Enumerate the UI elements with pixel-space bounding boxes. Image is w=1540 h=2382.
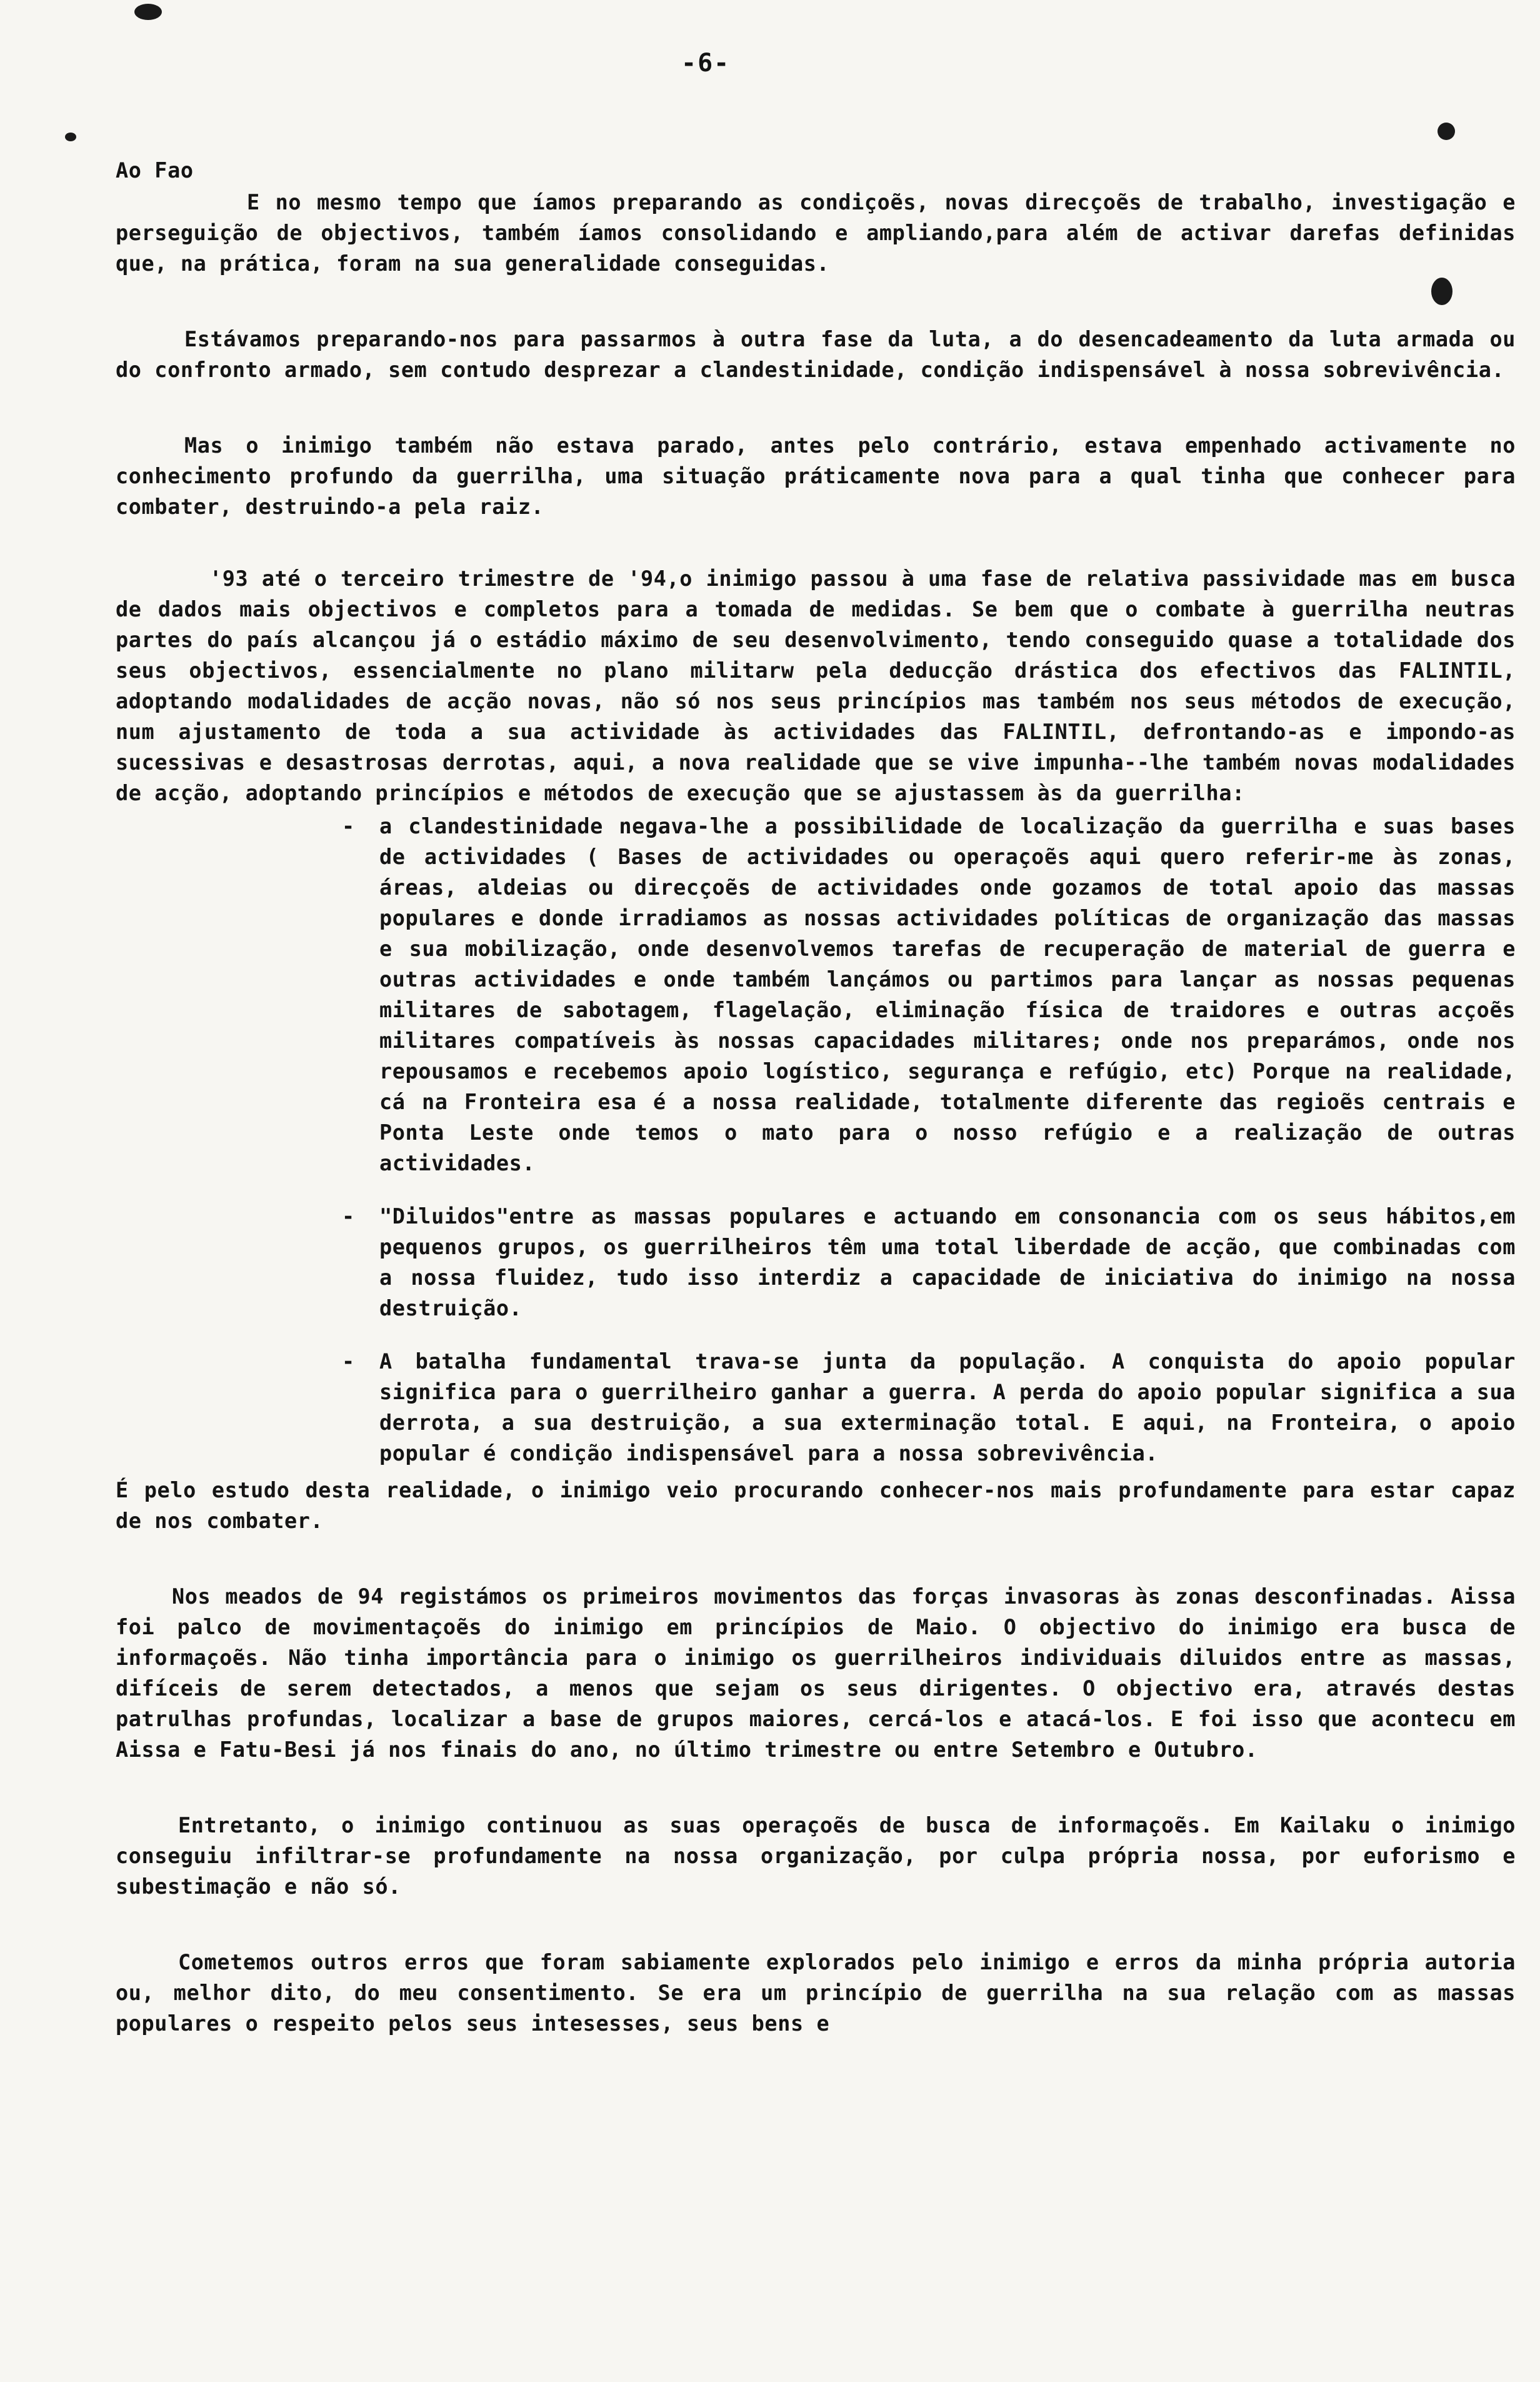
paragraph-2: Estávamos preparando-nos para passarmos à outra fase da luta, a do desencadeamento da luta armada ou do confronto armado, sem contudo desprezar a clandestinidade, condição indispensável à nossa sobrevivência. [116, 327, 1529, 382]
bullet-text: "Diluidos"entre as massas populares e actuando em consonancia com os seus hábitos,em pequenos grupos, os guerrilheiros têm uma total liberdade de acção, que combinadas com a nossa fluidez, tudo isso interdiz a capacidade de iniciativa do inimigo na nossa destruição. [379, 1204, 1516, 1320]
list-item [116, 1346, 1516, 1469]
list-item [116, 811, 1516, 1178]
list-item [116, 1201, 1516, 1324]
addressee-line: Ao Fao [116, 158, 194, 183]
letter-body [116, 155, 1529, 2039]
scan-speck [1438, 123, 1455, 140]
paragraph-8: Cometemos outros erros que foram sabiamente explorados pelo inimigo e erros da minha própria autoria ou, melhor dito, do meu consentimento. Se era um princípio de guerrilha na sua relação com as massas populares o respeito pelos seus intesesses, seus bens e [116, 1950, 1529, 2036]
bullet-dash: - [342, 814, 355, 838]
page-number: -6- [681, 49, 731, 78]
paragraph-4: '93 até o terceiro trimestre de '94,o inimigo passou à uma fase de relativa passividade mas em busca de dados mais objectivos e completos para a tomada de medidas. Se bem que o combate à guerrilha neutras partes do país alcançou já o estádio máximo de seu desenvolvimento, tendo conseguido quase a totalidade dos seus objectivos, essencialmente no plano militarw pela deducção drástica dos efectivos das FALINTIL, adoptando modalidades de acção novas, não só nos seus princípios mas também nos seus métodos de execução, num ajustamento de toda a sua actividade às actividades das FALINTIL, defrontando-as e impondo-as sucessivas e desastrosas derrotas, aqui, a nova realidade que se vive impunha--lhe também novas modalidades de acção, adoptando princípios e métodos de execução que se ajustassem às da guerrilha: [116, 566, 1529, 805]
paragraph-6: Nos meados de 94 registámos os primeiros movimentos das forças invasoras às zonas desconfinadas. Aissa foi palco de movimentaçoẽs do inimigo em princípios de Maio. O objectivo do inimigo era busca de informaçoẽs. Não tinha importância para o inimigo os guerrilheiros individuais diluidos entre as massas, difíceis de serem detectados, a menos que sejam os seus dirigentes. O objectivo era, através destas patrulhas profundas, localizar a base de grupos maiores, cercá-los e atacá-los. E foi isso que acontecu em Aissa e Fatu-Besi já nos finais do ano, no último trimestre ou entre Setembro e Outubro. [116, 1584, 1529, 1762]
paragraph-1: E no mesmo tempo que íamos preparando as condiçoẽs, novas direcçoẽs de trabalho, investigação e perseguição de objectivos, também íamos consolidando e ampliando,para além de activar darefas definidas que, na prática, foram na sua generalidade conseguidas. [116, 190, 1529, 276]
scan-speck [134, 4, 162, 20]
bullet-dash: - [342, 1204, 355, 1229]
paragraph-7: Entretanto, o inimigo continuou as suas operaçoẽs de busca de informaçoẽs. Em Kailaku o inimigo conseguiu infiltrar-se profundamente na nossa organização, por culpa própria nossa, por euforismo e subestimação e não só. [116, 1813, 1529, 1899]
paragraph-5: É pelo estudo desta realidade, o inimigo veio procurando conhecer-nos mais profundamente para estar capaz de nos combater. [116, 1478, 1529, 1533]
bullet-dash: - [342, 1349, 355, 1374]
paragraph-3: Mas o inimigo também não estava parado, antes pelo contrário, estava empenhado activamente no conhecimento profundo da guerrilha, uma situação práticamente nova para a qual tinha que conhecer para combater, destruindo-a pela raiz. [116, 433, 1529, 519]
scan-speck [65, 133, 76, 141]
bullet-text: A batalha fundamental trava-se junta da população. A conquista do apoio popular significa para o guerrilheiro ganhar a guerra. A perda do apoio popular significa a sua derrota, a sua destruição, a sua exterminação total. E aqui, na Fronteira, o apoio popular é condição indispensável para a nossa sobrevivência. [379, 1349, 1516, 1465]
bullet-text: a clandestinidade negava-lhe a possibilidade de localização da guerrilha e suas bases de actividades ( Bases de actividades ou operaçoẽs aqui quero referir-me às zonas, áreas, aldeias ou direcçoẽs de actividades onde gozamos de total apoio das massas populares e donde irradiamos as nossas actividades políticas de organização das massas e sua mobilização, onde desenvolvemos tarefas de recuperação de material de guerra e outras actividades e onde também lançámos ou partimos para lançar as nossas pequenas militares de sabotagem, flagelação, eliminação física de traidores e outras acçoẽs militares compatíveis às nossas capacidades militares; onde nos preparámos, onde nos repousamos e recebemos apoio logístico, segurança e refúgio, etc) Porque na realidade, cá na Fronteira esa é a nossa realidade, totalmente diferente das regioẽs centrais e Ponta Leste onde temos o mato para o nosso refúgio e a realização de outras actividades. [379, 814, 1516, 1175]
bullet-list [116, 811, 1516, 1469]
